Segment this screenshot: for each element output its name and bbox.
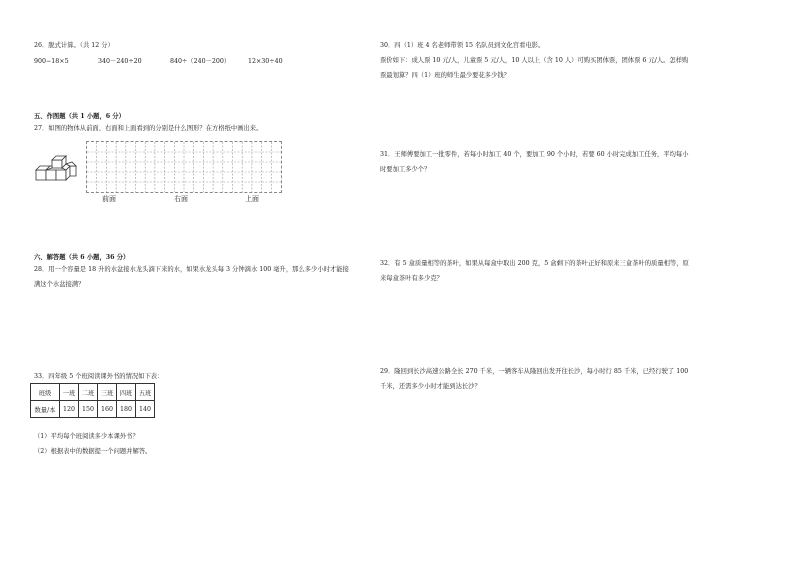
question-30-line1: 30．四（1）班 4 名老师带领 15 名队员到文化宫看电影。: [380, 42, 545, 49]
question-33-sub1: （1）平均每个班阅读多少本课外书？: [34, 433, 139, 440]
table-cell: 四班: [117, 384, 136, 401]
expression-2: 340－240÷20: [98, 58, 142, 65]
cube-stack-figure: [34, 152, 84, 186]
expression-1: 900−18×5: [34, 58, 69, 65]
question-28-line2: 满这个水盆接满？: [34, 281, 85, 288]
table-cell: 180: [117, 401, 136, 418]
table-header-row: [31, 384, 155, 401]
table-row: [31, 401, 155, 418]
label-right: 右面: [174, 195, 188, 203]
question-29-line1: 29．隆回到长沙高速公路全长 270 千米，一辆客车从隆回出发开往长沙，每小时行 85 千米，已经行驶了 100: [380, 368, 689, 375]
table-cell: 一班: [60, 384, 79, 401]
table-cell: 五班: [136, 384, 155, 401]
table-cell: 二班: [79, 384, 98, 401]
question-30-line3: 票最划算？四（1）班的师生最少要花多少钱？: [380, 72, 510, 79]
table-cell: 140: [136, 401, 155, 418]
table-cell: 150: [79, 401, 98, 418]
section-5-title: 五、作图题（共 1 小题，6 分）: [34, 113, 125, 120]
question-27-text: 27．如图的物体从前面、右面和上面看到的分别是什么图形？在方格纸中画出来。: [34, 125, 263, 132]
expression-3: 840÷（240－200）: [170, 58, 231, 65]
question-29-line2: 千米，还需多少小时才能到达长沙？: [380, 383, 481, 390]
reading-table: [30, 383, 155, 418]
question-32-line2: 来每盒茶叶有多少克？: [380, 275, 443, 282]
question-31-line2: 时要加工多少个？: [380, 166, 431, 173]
table-cell: 120: [60, 401, 79, 418]
table-cell: 160: [98, 401, 117, 418]
question-28-line1: 28．用一个容量是 18 升的水盆接水龙头滴下来的水，如果水龙头每 3 分钟滴水 100 毫升，那么多少小时才能接: [34, 266, 349, 273]
table-cell: 三班: [98, 384, 117, 401]
label-top: 上面: [245, 195, 259, 203]
question-33-intro: 33．四年级 5 个班阅读课外书的情况如下表：: [34, 373, 164, 380]
expression-4: 12×30÷40: [248, 58, 283, 65]
drawing-grid: [86, 141, 282, 193]
question-30-line2: 票价如下：成人票 10 元/人，儿童票 5 元/人，10 人以上（含 10 人）可购买团体票，团体票 6 元/人。怎样购: [380, 57, 689, 64]
question-32-line1: 32．有 5 盒质量相等的茶叶，如果从每盒中取出 200 克，5 盒剩下的茶叶正好和原来三盒茶叶的质量相等，原: [380, 260, 689, 267]
label-front: 前面: [102, 195, 116, 203]
table-cell: 数量/本: [31, 401, 60, 418]
section-6-title: 六、解答题（共 6 小题，36 分）: [34, 254, 130, 261]
question-31-line1: 31．王师傅要加工一批零件，若每小时加工 40 个，要加工 90 个小时，若要 60 小时完成加工任务，平均每小: [380, 151, 689, 158]
table-cell: 班级: [31, 384, 60, 401]
question-33-sub2: （2）根据表中的数据提一个问题并解答。: [34, 448, 152, 455]
question-26-title: 26．脱式计算。（共 12 分）: [34, 42, 114, 49]
